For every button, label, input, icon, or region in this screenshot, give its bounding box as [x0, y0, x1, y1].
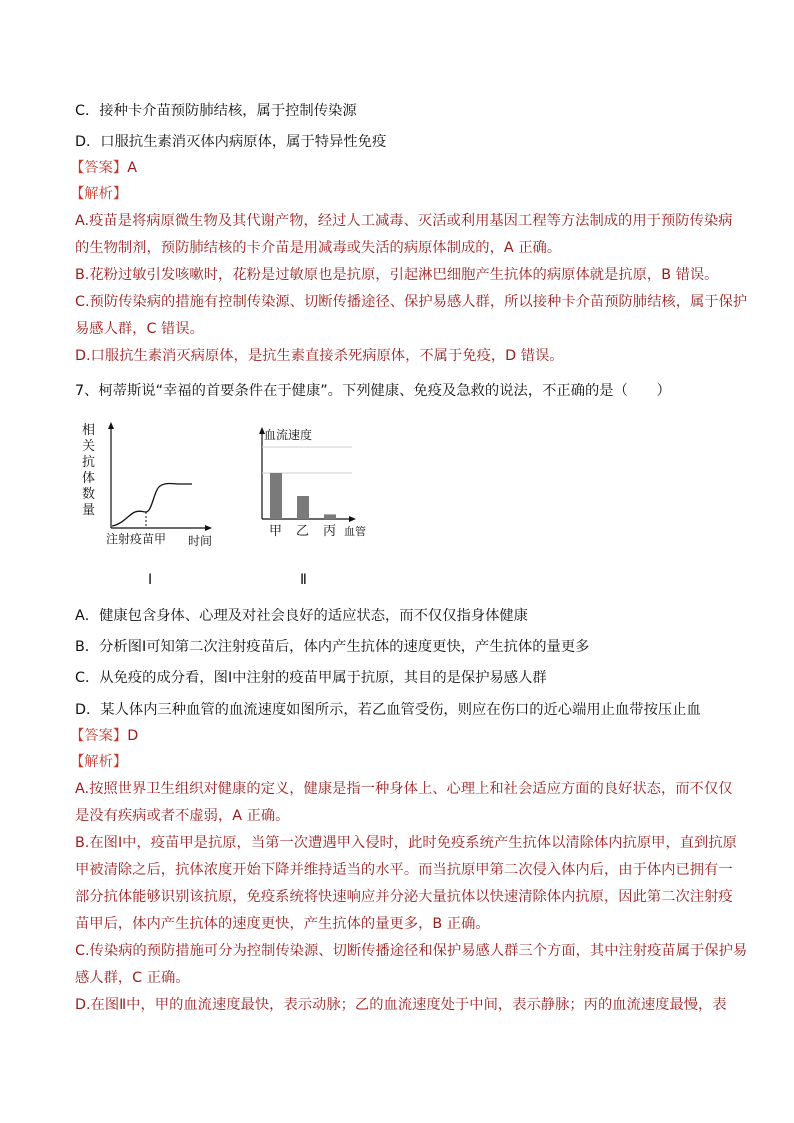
- answer-value: D: [127, 728, 139, 744]
- figure-1-y-label-char: 量: [82, 503, 96, 518]
- figure-1-y-label-char: 数: [82, 487, 96, 502]
- q6-analysis-tag: 【解析】: [70, 186, 128, 202]
- figure-1-y-label-char: 关: [82, 439, 96, 454]
- figure-2-x-arrow: [349, 516, 356, 522]
- q7-stem: 7、柯蒂斯说“幸福的首要条件在于健康”。下列健康、免疫及急救的说法，不正确的是（ ）: [75, 383, 671, 399]
- figure-1-y-label-char: 相: [82, 423, 96, 438]
- figure-2-blood-flow-chart: [252, 425, 377, 545]
- q6-analysis-b: B.花粉过敏引发咳嗽时，花粉是过敏原也是抗原，引起淋巴细胞产生抗体的病原体就是抗原，B 错误。: [75, 267, 719, 283]
- q7-analysis-b-2: 甲被清除之后，抗体浓度开始下降并维持适当的水平。而当抗原甲第二次侵入体内后，由于体内已拥有一: [75, 862, 733, 878]
- figure-2-y-label: 血流速度: [264, 428, 313, 442]
- q7-analysis-d-1: D.在图Ⅱ中，甲的血流速度最快，表示动脉；乙的血流速度处于中间，表示静脉；丙的血流速度最慢，表: [75, 997, 727, 1013]
- q6-analysis-a-1: A.疫苗是将病原微生物及其代谢产物，经过人工减毒、灭活或利用基因工程等方法制成的用于预防传染病: [75, 213, 733, 229]
- figure-2-caption: Ⅱ: [300, 572, 307, 588]
- figure-2-x-label: 血管: [344, 525, 366, 538]
- q6-analysis-c-1: C.预防传染病的措施有控制传染源、切断传播途径、保护易感人群，所以接种卡介苗预防肺结核，属于保护: [75, 294, 748, 310]
- q7-analysis-a-1: A.按照世界卫生组织对健康的定义，健康是指一种身体上、心理上和社会适应方面的良好状态，而不仅仅: [75, 781, 733, 797]
- figure-2-bar-甲: [270, 473, 282, 519]
- q7-analysis-b-4: 苗甲后，体内产生抗体的速度更快，产生抗体的量更多，B 正确。: [75, 916, 490, 932]
- q7-option-d: D．某人体内三种血管的血流速度如图所示，若乙血管受伤，则应在伤口的近心端用止血带按压止血: [75, 702, 701, 718]
- figure-1-x-arrow: [205, 525, 212, 531]
- figure-1-antibody-curve: [78, 420, 228, 555]
- q6-analysis-c-2: 易感人群，C 错误。: [75, 321, 204, 337]
- figure-1-y-label-char: 体: [82, 471, 96, 486]
- q7-analysis-tag: 【解析】: [70, 754, 128, 770]
- q7-analysis-b-1: B.在图Ⅰ中，疫苗甲是抗原，当第一次遭遇甲入侵时，此时免疫系统产生抗体以清除体内抗原甲，直到抗原: [75, 835, 737, 851]
- q7-analysis-a-2: 是没有疾病或者不虚弱，A 正确。: [75, 808, 290, 824]
- q6-option-d: D．口服抗生素消灭体内病原体，属于特异性免疫: [75, 134, 387, 150]
- q6-analysis-d: D.口服抗生素消灭病原体，是抗生素直接杀死病原体，不属于免疫，D 错误。: [75, 348, 564, 364]
- figure-1-y-arrow: [108, 422, 114, 429]
- figure-1-x-label-left: 注射疫苗甲: [106, 532, 167, 546]
- q7-option-c: C．从免疫的成分看，图Ⅰ中注射的疫苗甲属于抗原，其目的是保护易感人群: [75, 670, 547, 686]
- figure-1-x-label-right: 时间: [188, 534, 213, 548]
- figure-2-category-label: 甲: [269, 524, 283, 539]
- answer-tag: 【答案】: [70, 160, 128, 176]
- figure-2-category-label: 丙: [323, 524, 337, 539]
- q7-analysis-c-2: 感人群，C 正确。: [75, 970, 190, 986]
- figure-2-category-label: 乙: [296, 524, 310, 539]
- figure-2-bar-丙: [324, 514, 336, 519]
- q7-answer: [70, 726, 138, 746]
- figure-1-y-label: [82, 422, 95, 518]
- figure-1-curve: [112, 484, 192, 527]
- q7-analysis-c-1: C.传染病的预防措施可分为控制传染源、切断传播途径和保护易感人群三个方面，其中注射疫苗属于保护易: [75, 943, 748, 959]
- figure-2-bar-乙: [297, 496, 309, 519]
- answer-tag: 【答案】: [70, 728, 128, 744]
- figure-1-svg: [78, 420, 228, 555]
- figure-1-caption: Ⅰ: [148, 572, 153, 588]
- q7-option-b: B．分析图Ⅰ可知第二次注射疫苗后，体内产生抗体的速度更快，产生抗体的量更多: [75, 639, 590, 655]
- q6-option-c: C．接种卡介苗预防肺结核，属于控制传染源: [75, 103, 357, 119]
- q6-answer: [70, 158, 137, 178]
- figure-2-svg: [252, 425, 377, 545]
- answer-value: A: [127, 160, 137, 176]
- q7-analysis-b-3: 部分抗体能够识别该抗原，免疫系统将快速响应并分泌大量抗体以快速清除体内抗原，因此第二次注射疫: [75, 889, 733, 905]
- q7-option-a: A．健康包含身体、心理及对社会良好的适应状态，而不仅仅指身体健康: [75, 608, 528, 624]
- figure-1-y-label-char: 抗: [82, 455, 96, 470]
- q6-analysis-a-2: 的生物制剂，预防肺结核的卡介苗是用减毒或失活的病原体制成的，A 正确。: [75, 240, 562, 256]
